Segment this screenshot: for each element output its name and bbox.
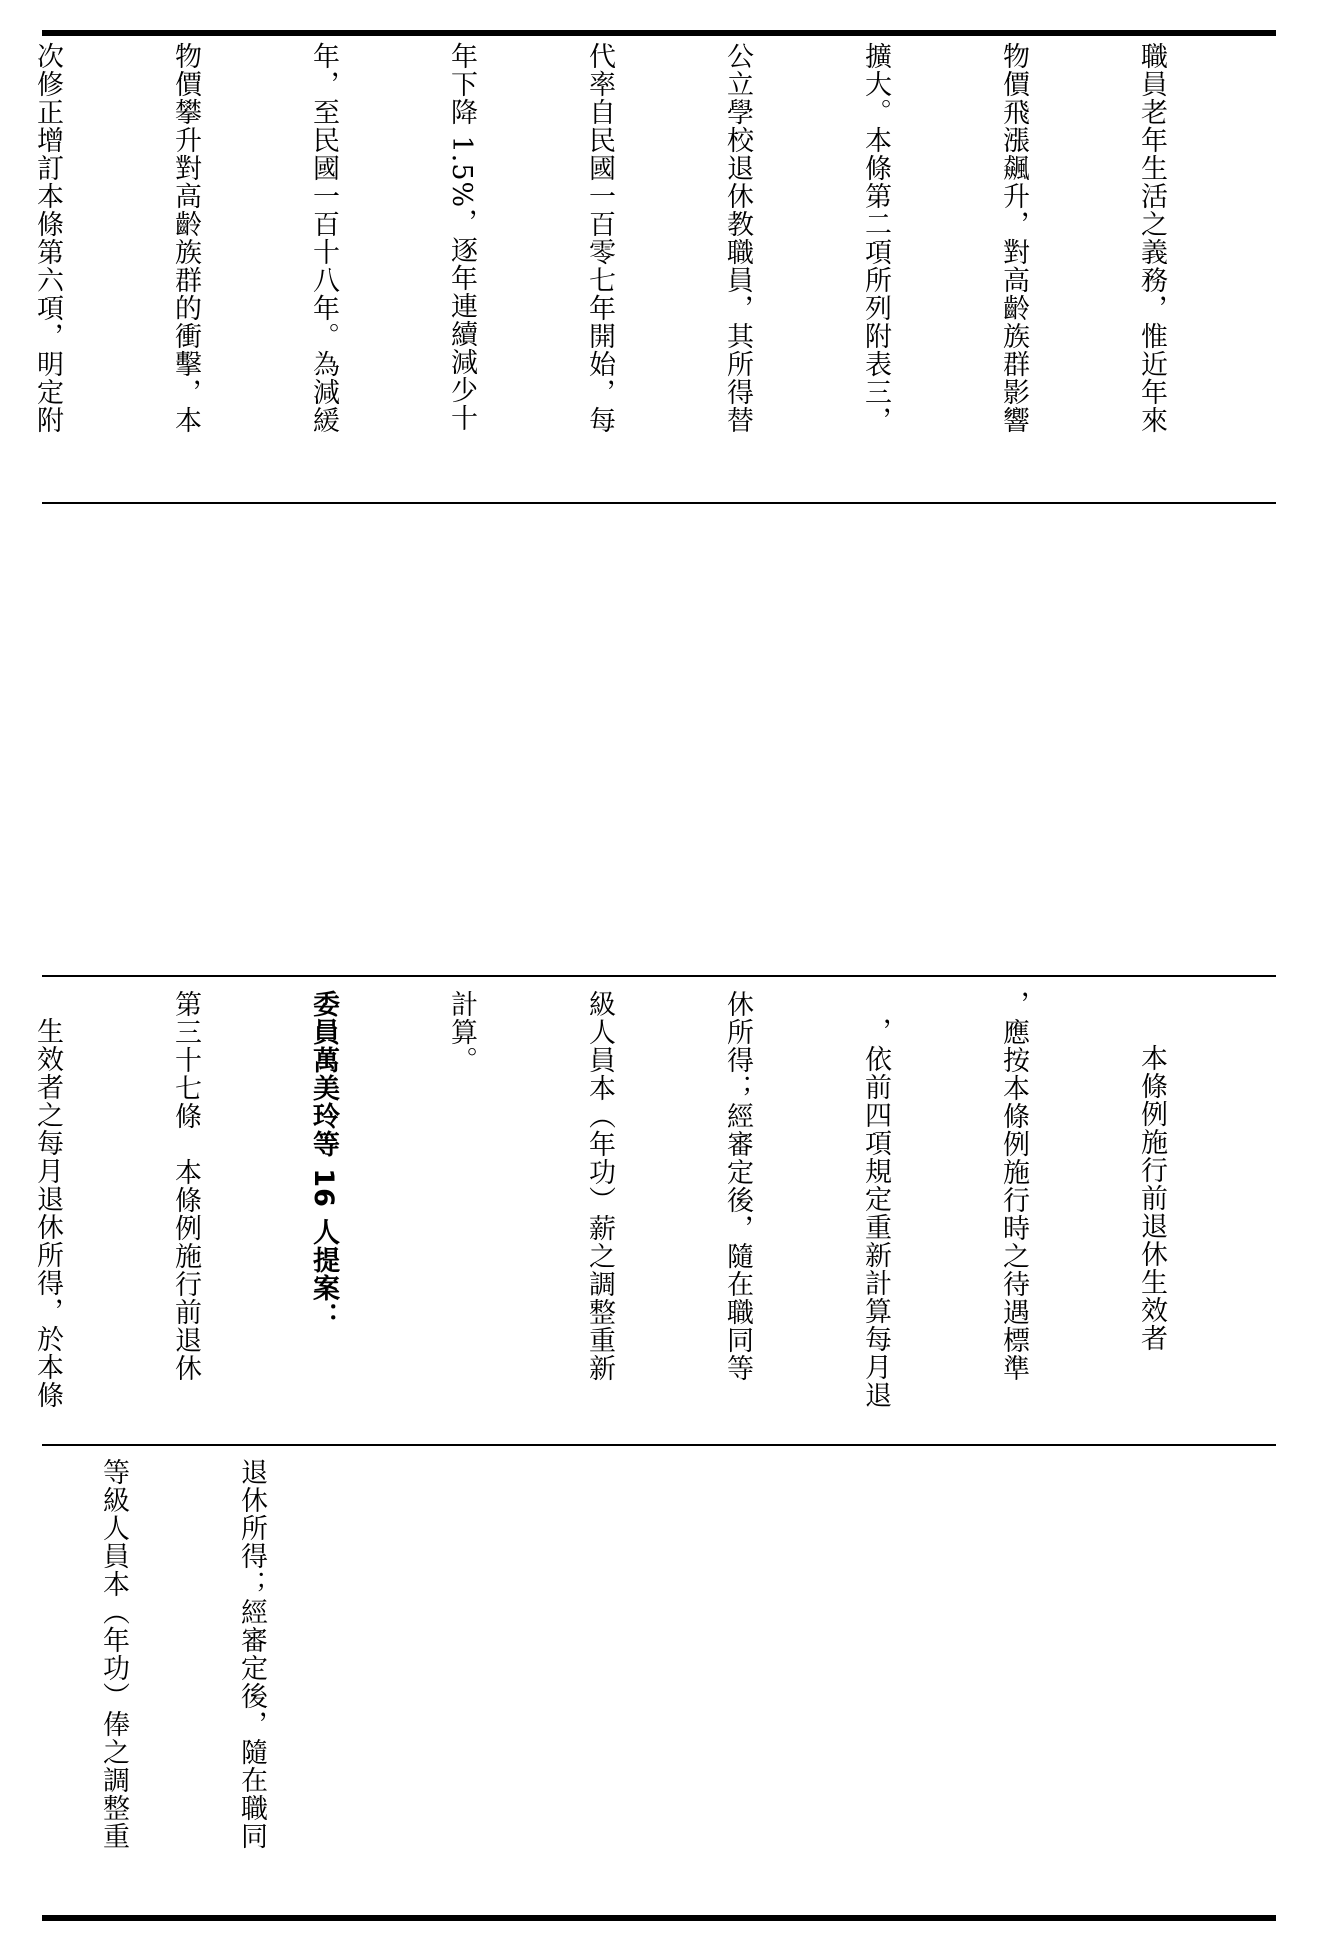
lower-table-mid-rule: [42, 1444, 1276, 1446]
text-line: 擴大。本條第二項所列附表三，: [860, 42, 891, 434]
lower-middle-column: [0, 990, 1266, 1438]
text-line: 退休所得；經審定後，隨在職同: [236, 1458, 267, 1850]
upper-table-bottom-rule: [42, 502, 1276, 504]
text-line: 計算。: [446, 990, 477, 1074]
text-line: 等級人員本（年功）俸之調整重: [98, 1458, 129, 1850]
text-line: 年下降 1.5%，逐年連續減少十: [446, 42, 477, 433]
text-line: 物價飛漲飆升，對高齡族群影響: [998, 42, 1029, 434]
bottom-border: [42, 1915, 1276, 1921]
text-line: 年，至民國一百十八年。為減緩: [308, 42, 339, 434]
text-line: 職員老年生活之義務，惟近年來: [1136, 42, 1167, 434]
text-line: 休所得；經審定後，隨在職同等: [722, 990, 753, 1382]
text-line: 公立學校退休教職員，其所得替: [722, 42, 753, 434]
text-line: 本條例施行前退休生效者: [1136, 1044, 1167, 1352]
upper-right-column: [0, 42, 1266, 492]
text-line: 次修正增訂本條第六項，明定附: [32, 42, 63, 434]
text-line: 級人員本（年功）薪之調整重新: [584, 990, 615, 1382]
text-line: 第三十七條 本條例施行前退休: [170, 990, 201, 1382]
lower-table-top-rule: [42, 975, 1276, 977]
top-border: [42, 30, 1276, 36]
lower-right-column: [0, 1458, 366, 1906]
text-line: 物價攀升對高齡族群的衝擊，本: [170, 42, 201, 434]
text-line: ，應按本條例施行時之待遇標準: [998, 990, 1029, 1382]
text-line: 代率自民國一百零七年開始，每: [584, 42, 615, 434]
proposal-heading: 委員萬美玲等 16 人提案：: [308, 990, 339, 1331]
text-line: 生效者之每月退休所得，於本條: [32, 1017, 63, 1409]
text-line: ，依前四項規定重新計算每月退: [860, 1017, 891, 1409]
